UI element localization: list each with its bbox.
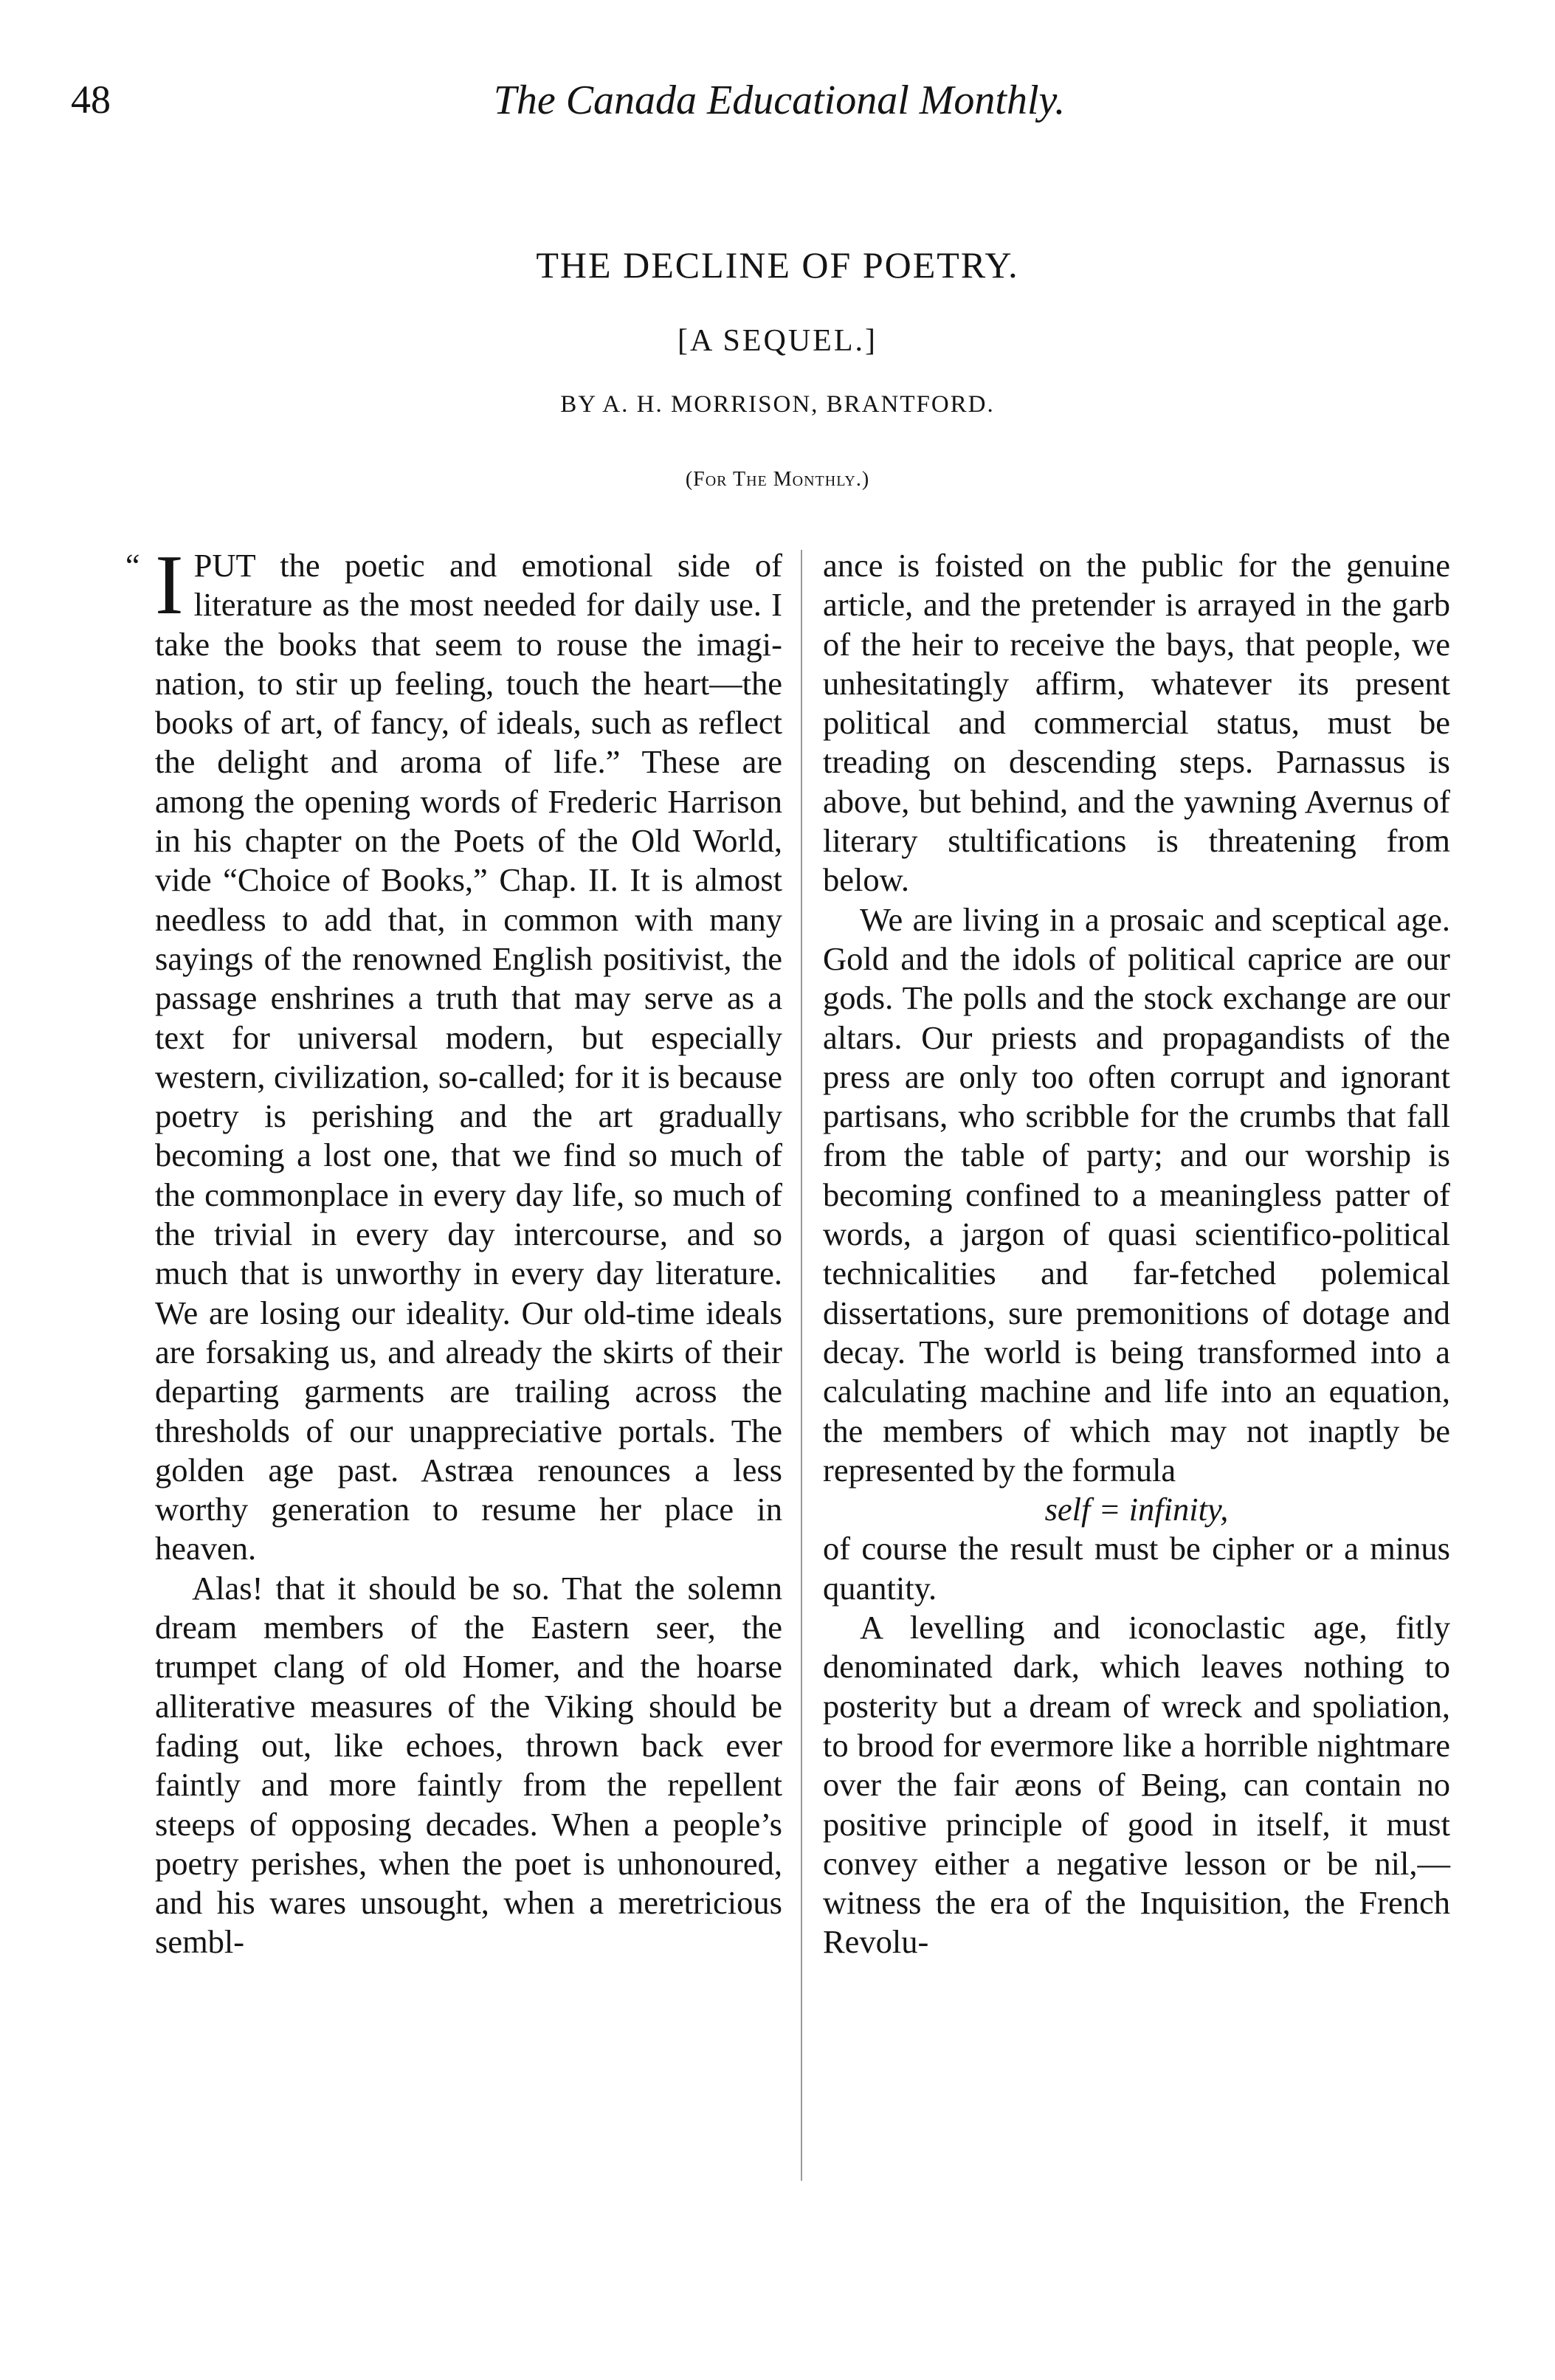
paragraph: of course the result must be cipher or a minus quantity. xyxy=(823,1530,1450,1607)
paragraph: ance is foisted on the public for the genuine article, and the pretender is arrayed in the garb of the heir to receive the bays, that people, we unhesitatingly affirm, whatever its present political and commercial status, must be treading on descending steps. Parnassus is above, but behind, and the yawning Avernus of literary stultifications is threatening from below. xyxy=(823,547,1450,899)
article-credit: (For The Monthly.) xyxy=(685,468,870,491)
right-column xyxy=(823,546,1450,1962)
paragraph-text: PUT the poetic and emotional side of literature as the most needed for daily use. I take the books that seem to rouse the imagination, to stir up feeling, touch the heart—the books of art, of fancy, of ideals, such as reflect the delight and aroma of life.” These are among the opening words of Frederic Harrison in his chapter on the Poets of the Old World, vide “Choice of Books,” Chap. II. It is almost needless to add that, in common with many sayings of the renowned English positivist, the passage enshrines a truth that may serve as a text for universal modern, but especially western, civilization, so-called; for it is because poetry is perishing and the art gradually becoming a lost one, that we find so much of the commonplace in every day life, so much of the trivial in every day intercourse, and so much that is unworthy in every day literature. We are losing our ideality. Our old-time ideals are forsaking us, and already the skirts of their departing garments are trailing across the thresholds of our unappreciative portals. The golden age past. Astræa renounces a less worthy generation to resume her place in heaven. xyxy=(155,547,782,1567)
article-subtitle: [A SEQUEL.] xyxy=(677,324,878,358)
paragraph: A levelling and iconoclastic age, fitly denominated dark, which leaves nothing to posterity but a dream of wreck and spoliation, to brood for evermore like a horrible nightmare over the fair æons of Being, can contain no positive principle of good in itself, it must convey either a negative lesson or be nil,—witness the era of the Inquisition, the French Revolu- xyxy=(823,1609,1450,1961)
drop-cap: I xyxy=(155,538,184,632)
paragraph: We are living in a prosaic and sceptical age. Gold and the idols of political caprice are our gods. The polls and the stock exchange are our altars. Our priests and propagandists of the press are only too often corrupt and ignorant partisans, who scribble for the crumbs that fall from the table of party; and our worship is becoming confined to a meaningless patter of words, a jargon of quasi scientifico-political technicalities and far-fetched polemical dissertations, sure premonitions of dotage and decay. The world is being transformed into a calculating machine and life into an equation, the members of which may not inaptly be represented by the formula xyxy=(823,900,1450,1489)
article-byline: BY A. H. MORRISON, BRANTFORD. xyxy=(560,391,995,418)
left-column xyxy=(155,538,782,1962)
article-title: THE DECLINE OF POETRY. xyxy=(536,244,1019,286)
running-head xyxy=(71,77,1488,136)
paragraph xyxy=(155,538,782,1569)
journal-title: The Canada Educational Monthly. xyxy=(493,77,1066,123)
opening-quote: “ xyxy=(125,548,140,584)
formula: self = infinity, xyxy=(1044,1491,1229,1528)
page-number: 48 xyxy=(71,77,111,122)
column-rule xyxy=(801,550,802,2181)
paragraph: Alas! that it should be so. That the solemn dream members of the Eastern seer, the trumpet clang of old Homer, and the hoarse alliterative measures of the Viking should be fading out, like echoes, thrown back ever faintly and more faintly from the repellent steeps of opposing decades. When a people’s poetry perishes, when the poet is unhonoured, and his wares unsought, when a meretricious sembl- xyxy=(155,1569,782,1961)
